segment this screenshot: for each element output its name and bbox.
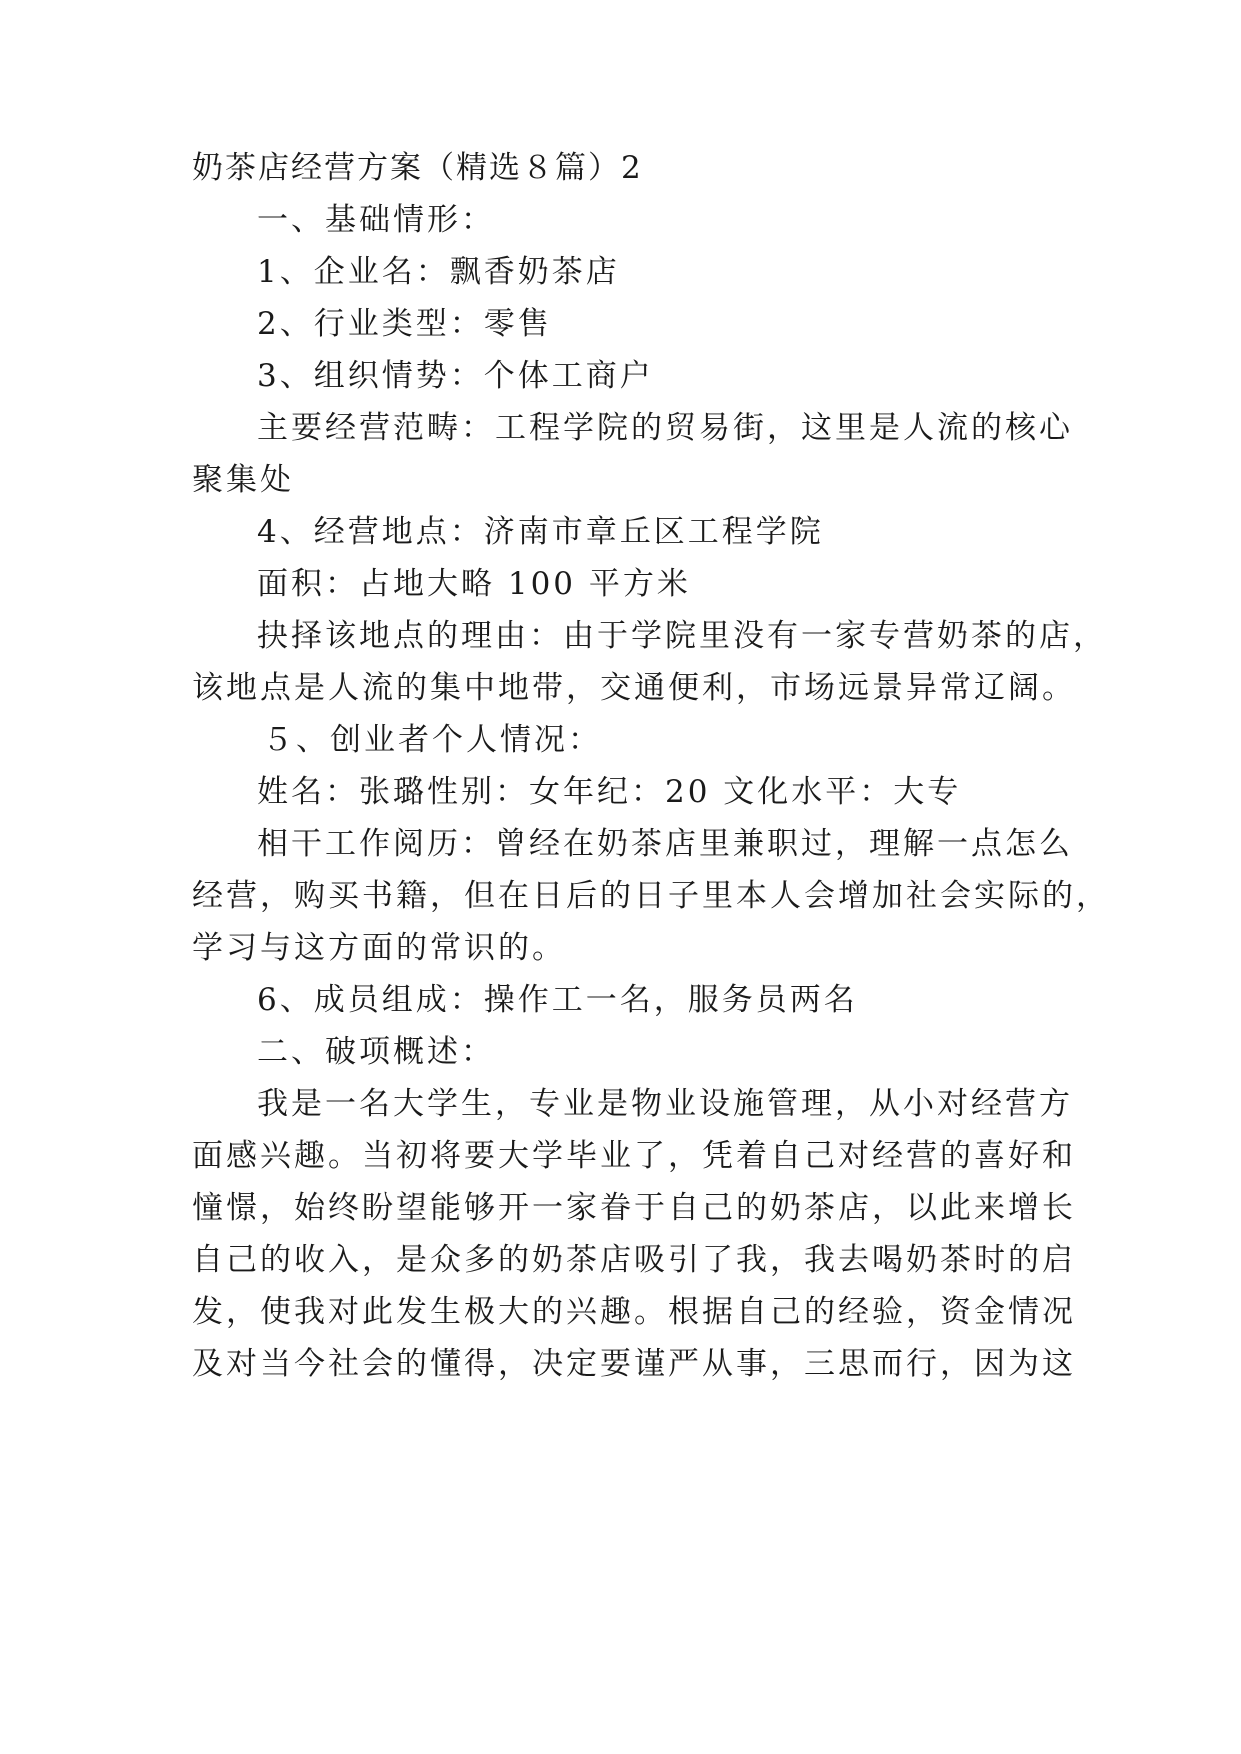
paragraph-line: 聚集处: [192, 462, 294, 498]
paragraph-line: 主要经营范畴：工程学院的贸易街，这里是人流的核心: [257, 410, 1073, 446]
paragraph-line: ５、创业者个人情况：: [262, 722, 602, 758]
paragraph-line: 4、经营地点：济南市章丘区工程学院: [257, 514, 824, 550]
paragraph-line: 憧憬，始终盼望能够开一家眷于自己的奶茶店，以此来增长: [192, 1190, 1076, 1226]
paragraph-line: 面积：占地大略 100 平方米: [257, 566, 691, 602]
paragraph-line: 经营，购买书籍，但在日后的日子里本人会增加社会实际的，: [192, 878, 1110, 914]
paragraph-line: 及对当今社会的懂得，决定要谨严从事，三思而行，因为这: [192, 1346, 1076, 1382]
paragraph-line: 姓名：张璐性别：女年纪：20 文化水平：大专: [257, 774, 962, 810]
paragraph-line: 6、成员组成：操作工一名，服务员两名: [257, 982, 858, 1018]
section-heading-basic-info: 一、基础情形：: [257, 202, 495, 238]
paragraph-line: 学习与这方面的常识的。: [192, 930, 566, 966]
paragraph-line: 3、组织情势：个体工商户: [257, 358, 654, 394]
paragraph-line: 抉择该地点的理由：由于学院里没有一家专营奶茶的店，: [257, 618, 1107, 654]
paragraph-line: 相干工作阅历：曾经在奶茶店里兼职过，理解一点怎么: [257, 826, 1073, 862]
section-heading-overview: 二、破项概述：: [257, 1034, 495, 1070]
paragraph-line: 该地点是人流的集中地带，交通便利，市场远景异常辽阔。: [192, 670, 1076, 706]
paragraph-line: 面感兴趣。当初将要大学毕业了，凭着自己对经营的喜好和: [192, 1138, 1076, 1174]
document-title: 奶茶店经营方案（精选８篇）2: [192, 150, 643, 186]
paragraph-line: 自己的收入，是众多的奶茶店吸引了我，我去喝奶茶时的启: [192, 1242, 1076, 1278]
paragraph-line: 2、行业类型：零售: [257, 306, 552, 342]
paragraph-line: 1、企业名：飘香奶茶店: [257, 254, 620, 290]
paragraph-line: 我是一名大学生，专业是物业设施管理，从小对经营方: [257, 1086, 1073, 1122]
paragraph-line: 发，使我对此发生极大的兴趣。根据自己的经验，资金情况: [192, 1294, 1076, 1330]
